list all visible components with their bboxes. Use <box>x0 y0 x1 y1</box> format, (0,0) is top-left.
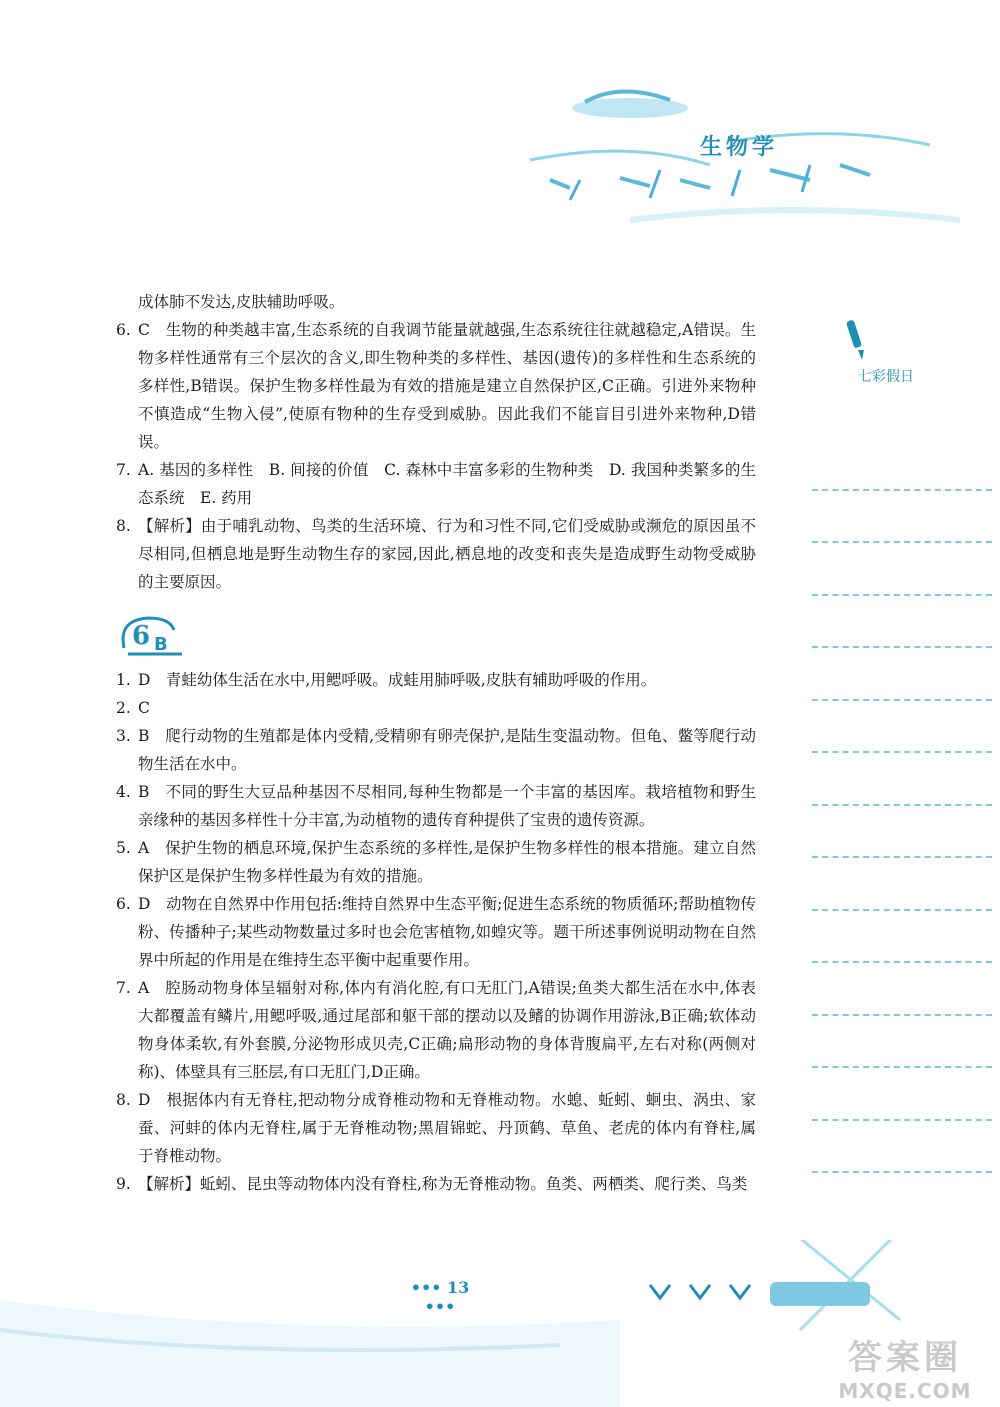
answer-number: 4. <box>116 783 131 801</box>
note-line <box>812 963 992 1016</box>
answer-item <box>116 722 756 778</box>
note-lines <box>812 438 992 1173</box>
answer-text: B 不同的野生大豆品种基因不尽相同,每种生物都是一个丰富的基因库。栽培植物和野生亲缘种的基因多样性十分丰富,为动植物的遗传育种提供了宝贵的遗传资源。 <box>138 783 756 829</box>
answer-item <box>116 316 756 456</box>
answer-text: 【解析】由于哺乳动物、鸟类的生活环境、行为和习性不同,它们受威胁或濒危的原因虽不尽相同,但栖息地是野生动物生存的家园,因此,栖息地的改变和丧失是造成野生动物受威胁的主要原因。 <box>138 517 756 591</box>
answer-text: B 爬行动物的生殖都是体内受精,受精卵有卵壳保护,是陆生变温动物。但龟、鳖等爬行动物生活在水中。 <box>138 727 756 773</box>
answer-text: C 生物的种类越丰富,生态系统的自我调节能量就越强,生态系统往往就越稳定,A错误。生物多样性通常有三个层次的含义,即生物种类的多样性、基因(遗传)的多样性和生态系统的多样性,B错误。保护生物多样性最为有效的措施是建立自然保护区,C正确。引进外来物种不慎造成“生物入侵”,使原有物种的生存受到威胁。因此我们不能盲目引进外来物种,D错误。 <box>138 321 756 451</box>
answer-text: A 腔肠动物身体呈辐射对称,体内有消化腔,有口无肛门,A错误;鱼类大都生活在水中,体表大都覆盖有鳞片,用鳃呼吸,通过尾部和躯干部的摆动以及鳍的协调作用游泳,B正确;软体动物身体柔软,有外套膜,分泌物形成贝壳,C正确;扁形动物的身体背腹扁平,左右对称(两侧对称)、体壁具有三胚层,有口无肛门,D正确。 <box>138 979 756 1081</box>
note-line <box>812 648 992 701</box>
note-line <box>812 543 992 596</box>
answer-item <box>116 834 756 890</box>
watermark-url: MXQE.COM <box>838 1379 972 1403</box>
note-line <box>812 1121 992 1174</box>
note-line <box>812 858 992 911</box>
pen-icon <box>840 318 880 364</box>
note-line <box>812 701 992 754</box>
answer-text: 【解析】蚯蚓、昆虫等动物体内没有脊柱,称为无脊椎动物。鱼类、两栖类、爬行类、鸟类 <box>138 1175 748 1193</box>
section-number: 6 <box>132 621 151 651</box>
note-line <box>812 596 992 649</box>
note-line <box>812 491 992 544</box>
note-line <box>812 753 992 806</box>
answer-number: 6. <box>116 895 131 913</box>
note-line <box>812 911 992 964</box>
section-badge-icon <box>118 610 188 660</box>
answer-item <box>116 974 756 1086</box>
answer-item <box>116 694 756 722</box>
answer-number: 5. <box>116 839 131 857</box>
answer-content <box>116 288 756 1198</box>
answer-number: 3. <box>116 727 131 745</box>
header-title: 生物学 <box>700 135 779 160</box>
answer-item <box>116 288 756 316</box>
answer-text: D 青蛙幼体生活在水中,用鳃呼吸。成蛙用肺呼吸,皮肤有辅助呼吸的作用。 <box>138 671 657 689</box>
answer-text: C <box>138 699 150 717</box>
answer-number: 7. <box>116 979 131 997</box>
answer-item <box>116 778 756 834</box>
answer-text: 成体肺不发达,皮肤辅助呼吸。 <box>138 293 345 311</box>
answer-item <box>116 890 756 974</box>
answer-text: D 根据体内有无脊柱,把动物分成脊椎动物和无脊椎动物。水螅、蚯蚓、蛔虫、涡虫、家蚕、河蚌的体内无脊柱,属于无脊椎动物;黑眉锦蛇、丹顶鹤、草鱼、老虎的体内有脊柱,属于脊椎动物。 <box>138 1091 756 1165</box>
note-line <box>812 1016 992 1069</box>
answer-text: D 动物在自然界中作用包括:维持自然界中生态平衡;促进生态系统的物质循环;帮助植物传粉、传播种子;某些动物数量过多时也会危害植物,如蝗灾等。题干所述事例说明动物在自然界中所起的作用是在维持生态平衡中起重要作用。 <box>138 895 756 969</box>
section-badge <box>116 610 756 660</box>
answer-number: 2. <box>116 699 131 717</box>
answer-number: 9. <box>116 1175 131 1193</box>
answer-number: 6. <box>116 321 131 339</box>
answer-number: 7. <box>116 461 131 479</box>
answer-item <box>116 1086 756 1170</box>
answer-item <box>116 512 756 596</box>
note-line <box>812 806 992 859</box>
section-letter: B <box>154 634 168 655</box>
answer-item <box>116 456 756 512</box>
note-line <box>812 1068 992 1121</box>
note-line <box>812 438 992 491</box>
answer-number: 8. <box>116 517 131 535</box>
answer-number: 8. <box>116 1091 131 1109</box>
answer-item <box>116 1170 756 1198</box>
watermark <box>820 1330 990 1403</box>
sidebar-label: 七彩假日 <box>858 369 914 385</box>
watermark-title: 答案圈 <box>848 1338 962 1378</box>
answer-text: A 保护生物的栖息环境,保护生态系统的多样性,是保护生物多样性的根本措施。建立自然保护区是保护生物多样性最为有效的措施。 <box>138 839 756 885</box>
answer-number: 1. <box>116 671 131 689</box>
page-number: ••• 13 ••• <box>410 1278 470 1316</box>
answer-item <box>116 666 756 694</box>
answer-text: A. 基因的多样性 B. 间接的价值 C. 森林中丰富多彩的生物种类 D. 我国种类繁多的生态系统 E. 药用 <box>138 461 756 507</box>
